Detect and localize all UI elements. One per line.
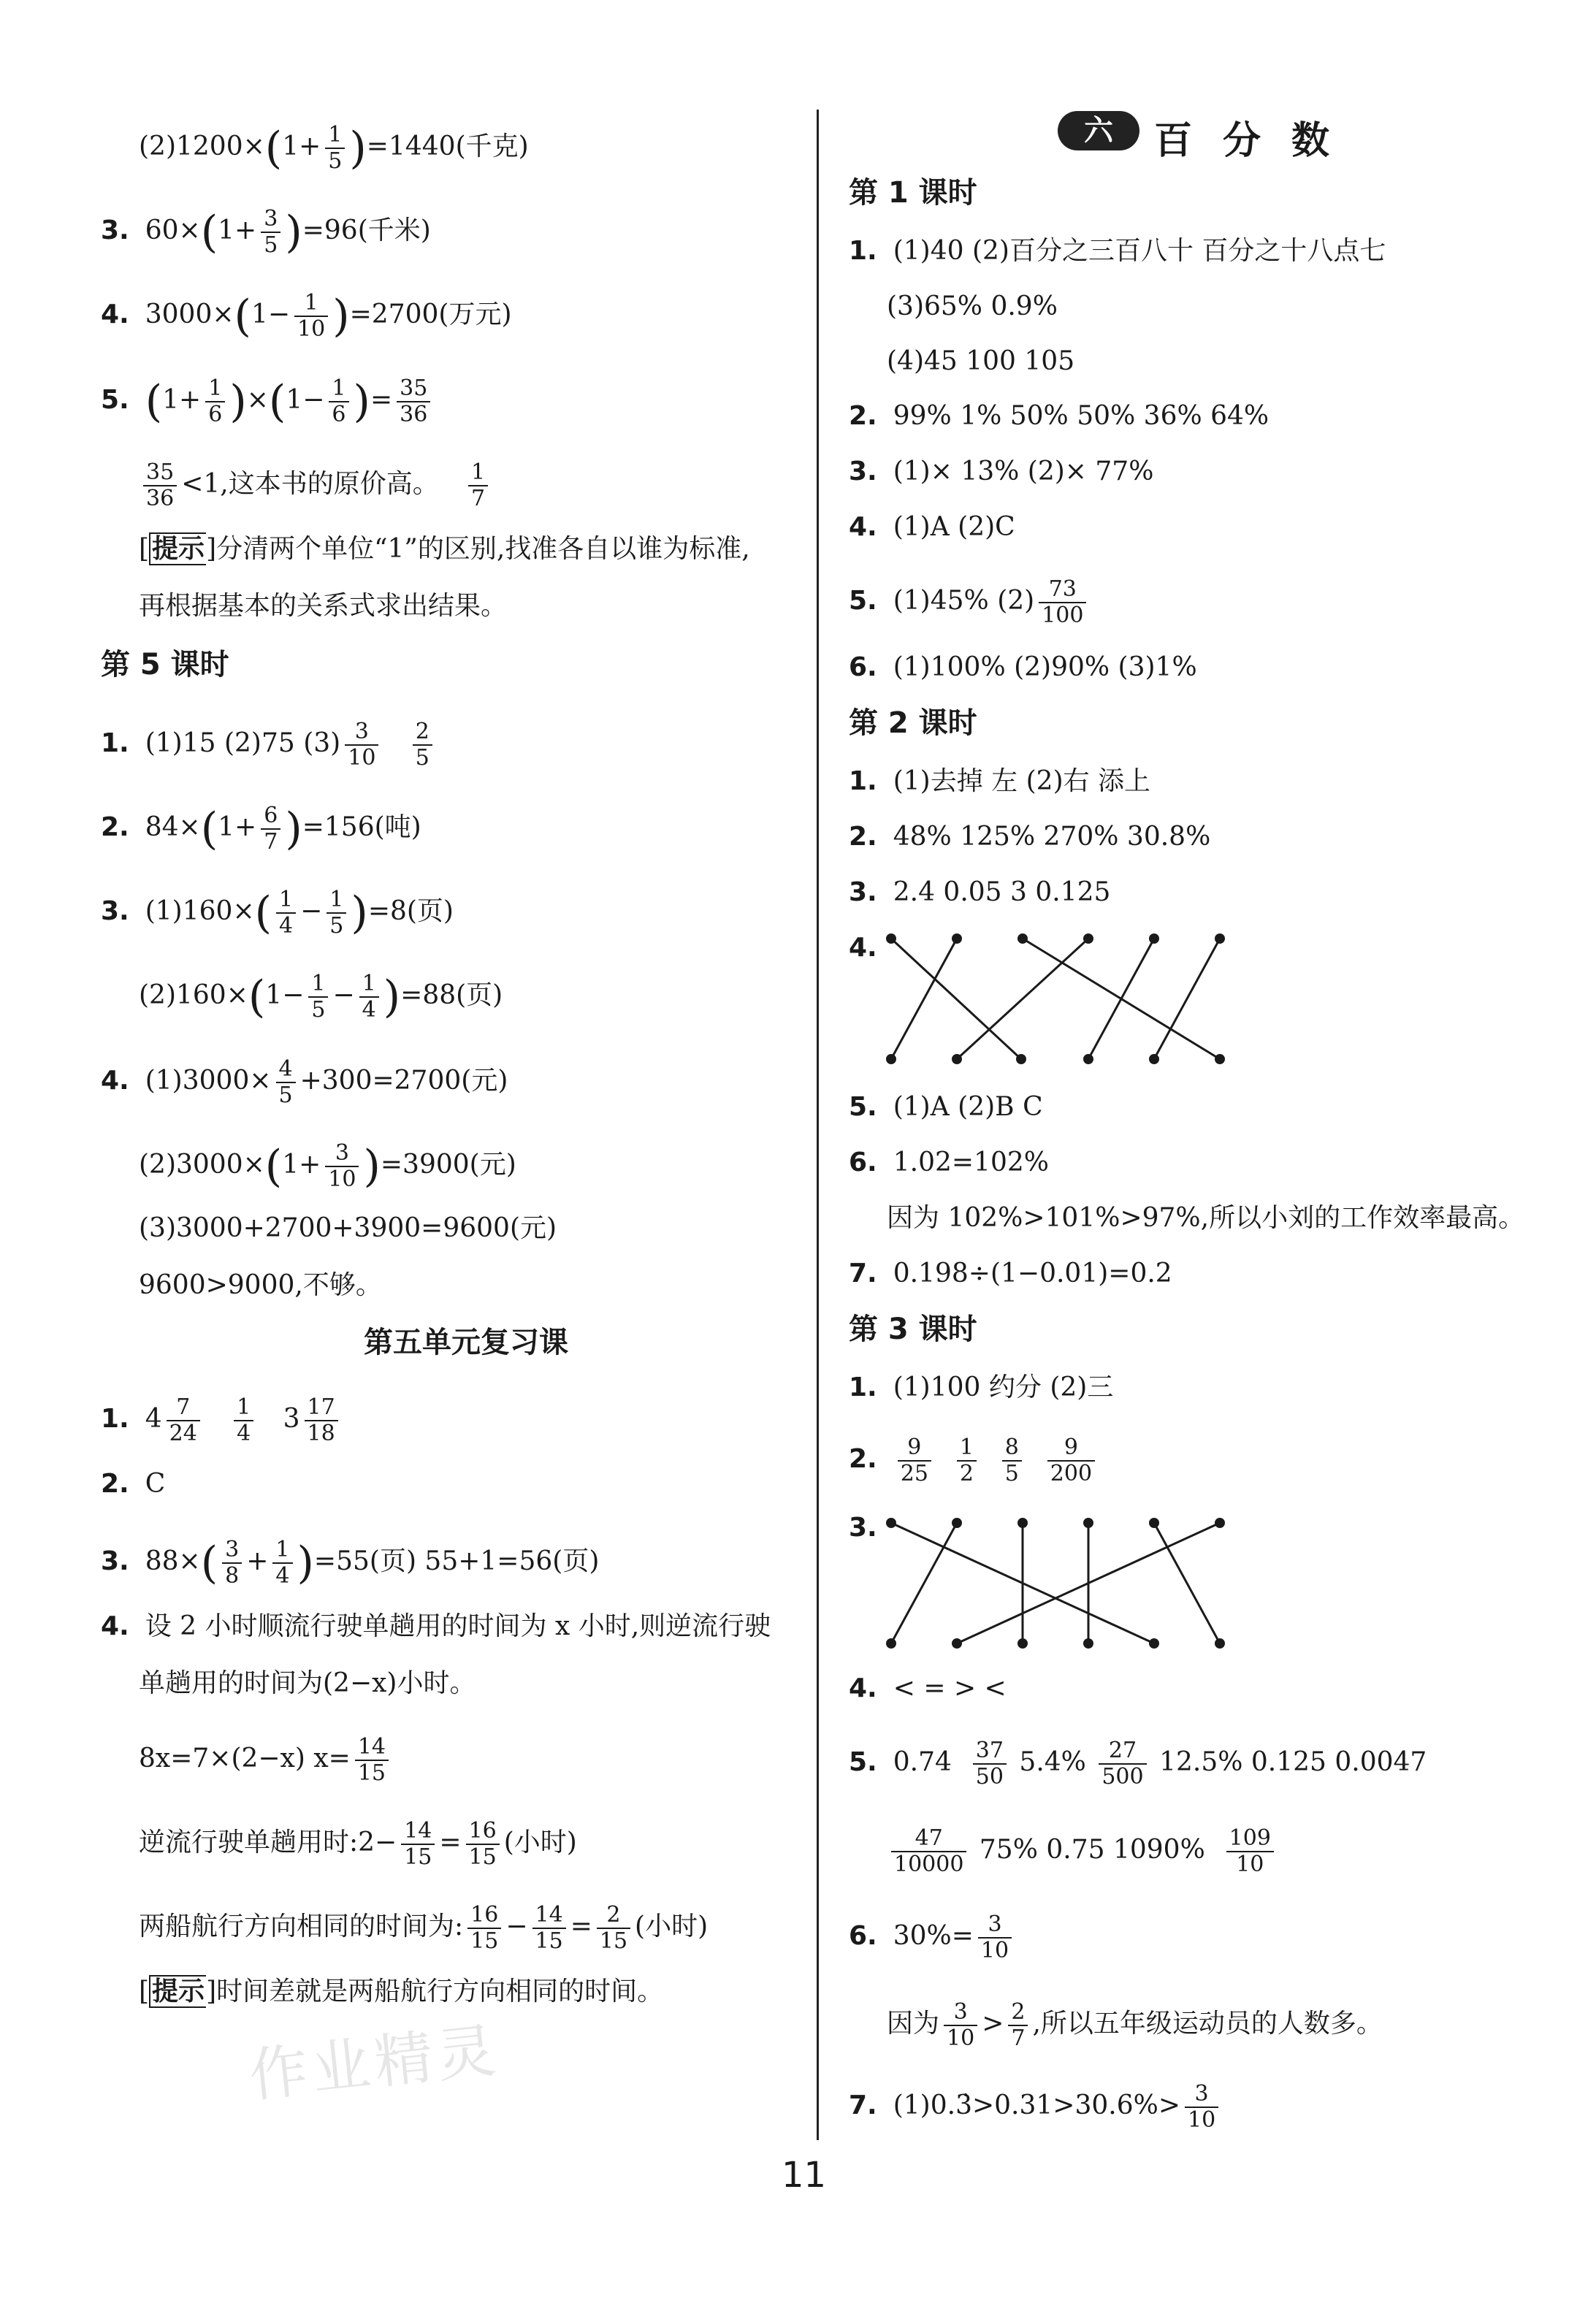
fraction: $\frac{3}{5}$ [261,207,280,258]
question-5: 5. (1+ $\frac{1}{6}$ )×(1− $\frac{1}{6}$ )= $\frac{35}{36}$ [101,376,435,427]
fraction: $\frac{1}{2}$ [957,1435,977,1486]
section-heading: 第 3 课时 [849,1313,977,1346]
answer-line: (2)1200×(1+ $\frac{1}{5}$ )=1440(千克) [139,122,529,174]
question-6: 6. 1.02=102% [849,1147,1049,1177]
question-3: 3. 60×(1+ $\frac{3}{5}$ )=96(千米) [101,206,431,258]
fraction: $\frac{16}{15}$ [467,1903,501,1954]
question-number: 4. [101,299,129,329]
answer-line: 9600>9000,不够。 [139,1270,382,1300]
answer-line: 两船航行方向相同的时间为: $\frac{16}{15}$ − $\frac{14}{15}$ = $\frac{2}{15}$ (小时) [139,1902,709,1954]
fraction: $\frac{7}{24}$ [167,1395,200,1446]
hint-label: 提示 [149,532,206,565]
unit-title: 百分数 [1154,119,1361,163]
fraction: $\frac{9}{200}$ [1047,1435,1095,1486]
question-2: 2. 99% 1% 50% 50% 36% 64% [849,401,1269,431]
answer-line: $\frac{35}{36}$ <1,这本书的原价高。 $\frac{1}{7}$ [139,460,492,511]
question-5: 5. 0.74 $\frac{37}{50}$ 5.4% $\frac{27}{500}$ 12.5% 0.125 0.0047 [849,1738,1427,1790]
question-4: 4. 3000×(1− $\frac{1}{10}$ )=2700(万元) [101,290,512,342]
column-divider [817,110,819,2140]
answer-line: (4)45 100 105 [887,346,1075,376]
question-6: 6. 30%= $\frac{3}{10}$ [849,1912,1016,1963]
answer-line: (3)3000+2700+3900=9600(元) [139,1213,557,1243]
fraction: $\frac{6}{7}$ [261,803,280,855]
fraction: $\frac{3}{10}$ [1185,2082,1218,2133]
fraction: $\frac{2}{7}$ [1008,2000,1028,2051]
fraction: $\frac{3}{10}$ [944,2000,977,2051]
page-number: 11 [782,2155,827,2196]
answer-line: 单趟用的时间为(2−x)小时。 [139,1668,476,1698]
question-4: 4. (1)A (2)C [849,512,1015,542]
fraction: $\frac{1}{4}$ [234,1395,253,1446]
fraction: $\frac{3}{10}$ [978,1912,1012,1963]
fraction: $\frac{1}{10}$ [294,291,328,342]
fraction: $\frac{3}{10}$ [345,719,378,771]
section-heading: 第 2 课时 [849,706,977,740]
hint-line: [ 提示]分清两个单位“1”的区别,找准各自以谁为标准, [139,534,750,564]
answer-line: 逆流行驶单趟用时:2− $\frac{14}{15}$ = $\frac{16}{15}$ (小时) [139,1818,577,1870]
fraction: $\frac{14}{15}$ [401,1819,435,1870]
question-1: 1. (1)100 约分 (2)三 [849,1372,1114,1402]
fraction: $\frac{2}{5}$ [413,719,432,771]
question-7: 7. (1)0.3̇>0.31>30.6%> $\frac{3}{10}$ [849,2082,1223,2133]
fraction: $\frac{3}{8}$ [222,1538,242,1589]
question-1: 1. (1)40 (2)百分之三百八十 百分之十八点七 [849,236,1386,266]
fraction: $\frac{3}{10}$ [325,1141,359,1192]
matching-diagram-1 [877,924,1234,1070]
question-5: 5. (1)45% (2) $\frac{73}{100}$ [849,577,1091,628]
question-3b: 3. (1)160×( $\frac{1}{4}$ − $\frac{1}{5}$ )=8(页) [101,887,454,939]
question-number: 5. [101,385,129,415]
fraction: $\frac{9}{25}$ [898,1435,931,1486]
fraction: $\frac{14}{15}$ [532,1903,566,1954]
hint-label: 提示 [149,1975,206,2008]
text: (2)1200× [139,131,265,161]
review-question-1: 1. 4 $\frac{7}{24}$ $\frac{1}{4}$ 3 $\frac{17}{18}$ [101,1395,343,1446]
answer-line: (2)3000×(1+ $\frac{3}{10}$ )=3900(元) [139,1140,516,1192]
unit-badge: 六 [1058,111,1139,150]
question-7: 7. 0.198÷(1−0.01)=0.2 [849,1259,1172,1288]
question-5: 5. (1)A (2)B C [849,1092,1043,1122]
watermark: 作业精灵 [245,2016,503,2110]
review-question-2: 2. C [101,1469,166,1499]
matching-diagram-2 [877,1508,1234,1654]
question-4b: 4. (1)3000× $\frac{4}{5}$ +300=2700(元) [101,1056,508,1108]
hint-line: [ 提示]时间差就是两船航行方向相同的时间。 [139,1977,664,2006]
text: =1440(千克) [366,131,529,161]
question-4: 4. [849,933,877,963]
fraction: $\frac{14}{15}$ [355,1735,389,1786]
fraction: $\frac{27}{500}$ [1099,1738,1146,1790]
fraction: $\frac{4}{5}$ [276,1057,296,1108]
question-1: 1. (1)15 (2)75 (3) $\frac{3}{10}$ $\frac{2}{5}$ [101,719,437,771]
question-4: 4. < = > < [849,1673,1007,1703]
fraction: $\frac{1}{5}$ [325,123,345,174]
answer-line: 8x=7×(2−x) x= $\frac{14}{15}$ [139,1735,393,1786]
fraction: $\frac{47}{10000}$ [891,1826,966,1877]
fraction: $\frac{35}{36}$ [397,376,430,427]
fraction: $\frac{109}{10}$ [1226,1826,1274,1877]
fraction: $\frac{1}{6}$ [329,376,348,427]
question-2: 2. 48% 125% 270% 30.8% [849,822,1211,852]
fraction: $\frac{1}{4}$ [359,971,379,1023]
question-2: 2. 84×(1+ $\frac{6}{7}$ )=156(吨) [101,803,421,855]
fraction: $\frac{1}{6}$ [205,376,225,427]
fraction: $\frac{35}{36}$ [143,460,177,511]
section-heading: 第 5 课时 [101,648,229,681]
answer-line: 因为 102%>101%>97%,所以小刘的工作效率最高。 [887,1203,1525,1233]
question-3: 3. (1)× 13% (2)× 77% [849,457,1154,486]
answer-line: (2)160×(1− $\frac{1}{5}$ − $\frac{1}{4}$ )=88(页) [139,971,503,1023]
fraction: $\frac{8}{5}$ [1002,1435,1022,1486]
hint-line-2: 再根据基本的关系式求出结果。 [139,591,508,621]
answer-line: 因为 $\frac{3}{10}$ > $\frac{2}{7}$ ,所以五年级运动员的人数多。 [887,1999,1383,2051]
answer-line: $\frac{47}{10000}$ 75% 0.75 1090% $\frac{109}{10}$ [887,1826,1278,1877]
fraction: $\frac{2}{15}$ [597,1903,630,1954]
fraction: $\frac{1}{4}$ [276,887,296,939]
text: 1+ [282,131,321,161]
fraction: $\frac{16}{15}$ [466,1819,500,1870]
question-3: 3. [849,1513,877,1543]
question-2: 2. $\frac{9}{25}$ $\frac{1}{2}$ $\frac{8}{5}$ $\frac{9}{200}$ [849,1435,1099,1486]
question-3: 3. 2.4 0.05 3 0.125 [849,877,1111,907]
fraction: $\frac{73}{100}$ [1039,577,1086,628]
fraction: $\frac{1}{5}$ [327,887,346,939]
fraction: $\frac{1}{5}$ [308,971,328,1023]
section-heading: 第 1 课时 [849,176,977,210]
fraction: $\frac{1}{4}$ [272,1538,292,1589]
answer-line: (3)65% 0.9% [887,291,1058,321]
fraction: $\frac{17}{18}$ [305,1395,338,1446]
question-1: 1. (1)去掉 左 (2)右 添上 [849,766,1151,796]
fraction: $\frac{37}{50}$ [973,1738,1007,1790]
review-question-3: 3. 88×( $\frac{3}{8}$ + $\frac{1}{4}$ )=55(页) 55+1=56(页) [101,1537,600,1589]
fraction: $\frac{1}{7}$ [468,460,488,511]
question-number: 3. [101,215,129,245]
review-heading: 第五单元复习课 [364,1326,568,1359]
question-6: 6. (1)100% (2)90% (3)1% [849,652,1197,682]
review-question-4: 4. 设 2 小时顺流行驶单趟用的时间为 x 小时,则逆流行驶 [101,1611,771,1641]
